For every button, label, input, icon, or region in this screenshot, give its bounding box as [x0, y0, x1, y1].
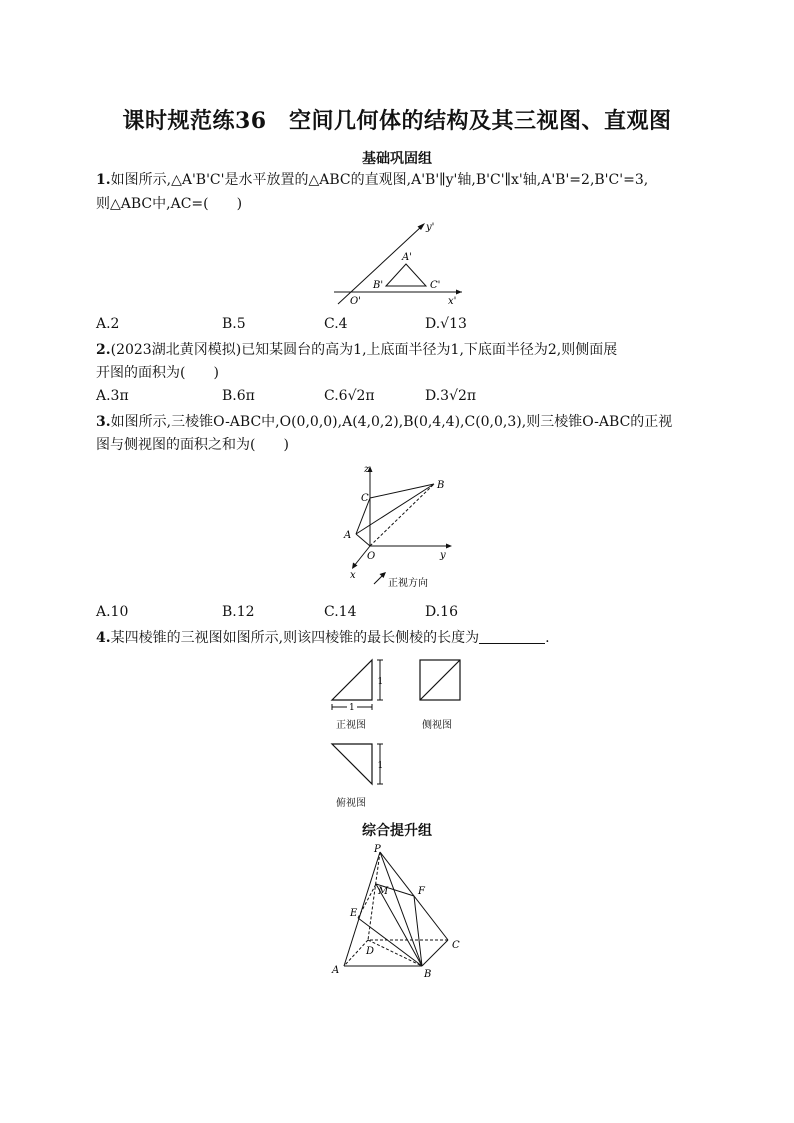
q1-option-a[interactable]: A.2: [96, 316, 120, 332]
pyramid-segment-eb: [358, 918, 422, 966]
pyramid-figure: [326, 842, 466, 982]
q4-top-triangle: [332, 744, 372, 784]
q1-triangle: [386, 264, 426, 286]
q3-label-c: C: [361, 493, 369, 504]
q3-label-b: B: [437, 480, 445, 491]
q3-view-direction-label: 正视方向: [388, 578, 428, 589]
pyramid-label-d: D: [366, 946, 375, 957]
q2-source: (2023湖北黄冈模拟): [110, 342, 242, 358]
q1-text-line2: 则△ABC中,AC=( ): [96, 196, 243, 212]
q3-label-o: O: [367, 551, 376, 562]
q3-label-y: y: [440, 550, 446, 561]
q1-stem: 如图所示,△A'B'C'是水平放置的△ABC的直观图,A'B'∥y'轴,B'C'∥x'轴,A'B'=2,B'C'=3,: [110, 172, 649, 188]
q4-period: .: [545, 630, 550, 646]
q4-stem: 某四棱锥的三视图如图所示,则该四棱锥的最长侧棱的长度为: [110, 630, 480, 646]
q1-label-a: A': [402, 252, 412, 263]
q3-number: 3.: [96, 414, 111, 430]
page-title: 课时规范练36 空间几何体的结构及其三视图、直观图: [122, 108, 672, 134]
q3-text-line2: 图与侧视图的面积之和为( ): [96, 437, 289, 453]
q4-top-view: [328, 740, 392, 790]
q3-x-arrow: [352, 563, 358, 570]
q3-edge-ao: [356, 534, 370, 546]
pyramid-label-a: A: [332, 965, 340, 976]
q4-number: 4.: [96, 630, 111, 646]
section-advanced-heading: 综合提升组: [362, 823, 432, 839]
q1-figure: [330, 218, 470, 310]
q3-figure: [336, 462, 466, 590]
q3-label-a: A: [344, 530, 352, 541]
q4-top-caption: 俯视图: [336, 798, 366, 809]
q2-text-line1: [96, 340, 617, 360]
q3-option-a[interactable]: A.10: [96, 604, 129, 620]
pyramid-label-m: M: [378, 886, 389, 897]
pyramid-segment-em: [358, 884, 376, 918]
q1-label-c: C': [430, 280, 441, 291]
q3-edge-ab: [356, 484, 434, 534]
q3-text-line1: [96, 412, 672, 432]
q4-answer-blank[interactable]: [479, 629, 545, 644]
q2-number: 2.: [96, 342, 111, 358]
q4-front-caption: 正视图: [336, 720, 366, 731]
q4-text-line: [96, 628, 550, 648]
q1-number: 1.: [96, 172, 111, 188]
q3-edge-ob: [370, 484, 434, 546]
q1-label-x: x': [448, 296, 457, 307]
pyramid-edge-bc: [422, 940, 448, 966]
q1-label-y: y': [426, 222, 435, 233]
q3-option-b[interactable]: B.12: [222, 604, 255, 620]
pyramid-label-p: P: [374, 844, 381, 855]
q2-text-line2: 开图的面积为( ): [96, 365, 219, 381]
q2-option-d[interactable]: D.3√2π: [425, 388, 477, 404]
q1-label-b: B': [373, 280, 384, 291]
q1-option-d[interactable]: D.√13: [425, 316, 467, 332]
q3-stem: 如图所示,三棱锥O-ABC中,O(0,0,0),A(4,0,2),B(0,4,4),C(0,0,3),则三棱锥O-ABC的正视: [110, 414, 673, 430]
q4-side-caption: 侧视图: [422, 720, 452, 731]
pyramid-label-e: E: [350, 908, 358, 919]
q3-y-arrow: [446, 544, 452, 549]
q3-edge-cb: [370, 484, 434, 498]
q3-option-d[interactable]: D.16: [425, 604, 458, 620]
q4-front-triangle: [332, 660, 372, 700]
q3-label-z: z: [364, 464, 370, 475]
q2-option-a[interactable]: A.3π: [96, 388, 129, 404]
q4-side-diagonal: [420, 660, 460, 700]
pyramid-label-b: B: [424, 969, 432, 980]
q4-front-dim-height-label: 1: [377, 677, 384, 687]
q3-option-c[interactable]: C.14: [324, 604, 357, 620]
q2-stem: 已知某圆台的高为1,上底面半径为1,下底面半径为2,则侧面展: [241, 342, 618, 358]
q1-label-o: O': [350, 296, 361, 307]
q1-option-c[interactable]: C.4: [324, 316, 348, 332]
q1-text-line1: [96, 170, 648, 190]
q2-option-c[interactable]: C.6√2π: [324, 388, 375, 404]
q1-x-arrow: [456, 290, 462, 295]
q4-front-view: [328, 656, 392, 714]
pyramid-label-c: C: [452, 940, 460, 951]
q4-front-dim-width-label: 1: [349, 703, 355, 713]
q1-option-b[interactable]: B.5: [222, 316, 246, 332]
pyramid-label-f: F: [418, 886, 425, 897]
q3-label-x: x: [350, 570, 356, 581]
q4-side-view: [416, 656, 464, 706]
section-basic-heading: 基础巩固组: [362, 151, 432, 167]
q4-top-dim-label: 1: [377, 761, 384, 771]
q2-option-b[interactable]: B.6π: [222, 388, 255, 404]
